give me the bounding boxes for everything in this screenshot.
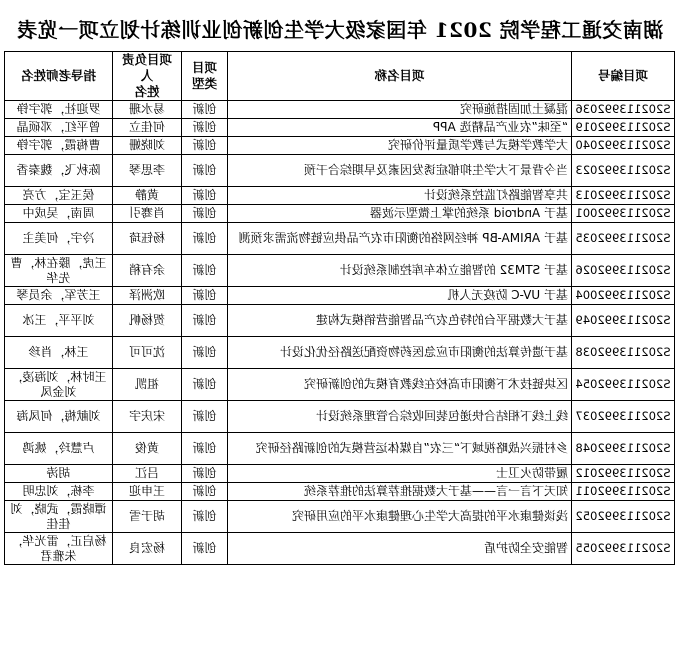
project-type-cell: 创新 [182,433,228,465]
project-leader-cell: 杨钰琦 [113,223,182,255]
project-name-cell: 线上线下相结合快递包装回收综合管理系统设计 [228,401,572,433]
project-type-cell: 创新 [182,155,228,187]
advisor-cell: 王林，肖珍 [5,337,113,369]
advisor-cell: 刘平平，王冰 [5,305,113,337]
table-row [5,205,675,223]
project-type-cell: 创新 [182,337,228,369]
project-type-cell: 创新 [182,205,228,223]
table-row [5,369,675,401]
project-name-cell: 智能安全防护盾 [228,533,572,565]
project-leader-cell: 杨宏良 [113,533,182,565]
project-type-cell: 创新 [182,287,228,305]
project-id-cell: S202113992037 [572,401,675,433]
project-type-cell: 创新 [182,369,228,401]
table-row [5,401,675,433]
project-leader-cell: 祖凯 [113,369,182,401]
header-advisor: 指导老师姓名 [5,52,113,101]
project-name-cell: 履带防火卫士 [228,465,572,483]
project-id-cell: S202113992001 [572,205,675,223]
project-name-cell: “至味”农业产品精选 APP [228,119,572,137]
header-project-leader: 项目负责人 姓名 [113,52,182,101]
project-id-cell: S202113992038 [572,337,675,369]
project-id-cell: S202113992035 [572,223,675,255]
header-project-name: 项目名称 [228,52,572,101]
project-id-cell: S202113992048 [572,433,675,465]
advisor-cell: 王时林，刘海凌，刘金凤 [5,369,113,401]
project-type-cell: 创新 [182,465,228,483]
project-leader-cell: 余有稍 [113,255,182,287]
project-name-cell: 区块链技术下衡阳市高校在线教育模式的创新研究 [228,369,572,401]
project-id-cell: S202113992026 [572,255,675,287]
advisor-cell: 陈秋飞，魏秦香 [5,155,113,187]
advisor-cell: 杨启正，雷光华，朱雅君 [5,533,113,565]
table-row [5,101,675,119]
project-leader-cell: 何佳立 [113,119,182,137]
project-type-cell: 创新 [182,223,228,255]
project-leader-cell: 李思琴 [113,155,182,187]
project-type-cell: 创新 [182,533,228,565]
project-name-cell: 乡村振兴战略视域下“三农”自媒体运营模式的创新路径研究 [228,433,572,465]
table-row [5,137,675,155]
advisor-cell: 王虎，滕在林，曹先华 [5,255,113,287]
project-id-cell: S202113992011 [572,483,675,501]
advisor-cell: 胡涛 [5,465,113,483]
project-name-cell: 基于大数据平台的特色农产品智能营销模式构建 [228,305,572,337]
project-leader-cell: 沈可可 [113,337,182,369]
project-table [4,51,675,565]
project-type-cell: 创新 [182,101,228,119]
project-id-cell: S202113992040 [572,137,675,155]
project-name-cell: 基于 Android 系统的掌上微型示波器 [228,205,572,223]
project-leader-cell: 王申迎 [113,483,182,501]
advisor-cell: 罗迎社，郭宇铮 [5,101,113,119]
table-row [5,187,675,205]
advisor-cell: 刘献梅，何凤海 [5,401,113,433]
project-type-cell: 创新 [182,119,228,137]
project-type-cell: 创新 [182,401,228,433]
project-type-cell: 创新 [182,255,228,287]
project-name-cell: 基于 STM32 的智能立体车库控制系统设计 [228,255,572,287]
project-id-cell: S202113992012 [572,465,675,483]
project-name-cell: 基于 UV-C 防疫无人机 [228,287,572,305]
project-id-cell: S202113992052 [572,501,675,533]
advisor-cell: 侯玉宝，方亮 [5,187,113,205]
project-name-cell: 基于 ARIMA-BP 神经网络的衡阳市农产品供应链物流需求预测 [228,223,572,255]
advisor-cell: 周南，吴成中 [5,205,113,223]
project-type-cell: 创新 [182,187,228,205]
document-title: 湖南交通工程学院 2021 年国家级大学生创新创业训练计划立项一览表 [16,18,664,42]
project-id-cell: S202113992019 [572,119,675,137]
project-name-cell: 混凝土加固措施研究 [228,101,572,119]
project-name-cell: 当今背景下大学生抑郁症诱发因素及早期综合干预 [228,155,572,187]
table-row [5,483,675,501]
project-name-cell: 浅谈健康水平的提高大学生心理健康水平的应用研究 [228,501,572,533]
advisor-cell: 冷宇，何美主 [5,223,113,255]
project-id-cell: S202113992004 [572,287,675,305]
project-name-cell: 大学教学模式与教学质量评价研究 [228,137,572,155]
project-id-cell: S202113992036 [572,101,675,119]
advisor-cell: 曹梅霞，郭宇铮 [5,137,113,155]
project-id-cell: S202113992023 [572,155,675,187]
project-type-cell: 创新 [182,501,228,533]
project-leader-cell: 吕江 [113,465,182,483]
project-id-cell: S202113992054 [572,369,675,401]
table-row [5,255,675,287]
project-leader-cell: 黄俊 [113,433,182,465]
table-row [5,119,675,137]
table-row [5,287,675,305]
project-name-cell: 共享智能路灯监控系统设计 [228,187,572,205]
table-row [5,223,675,255]
project-leader-cell: 黄静 [113,187,182,205]
advisor-cell: 李栋，刘忠明 [5,483,113,501]
project-leader-cell: 刘晓姗 [113,137,182,155]
project-type-cell: 创新 [182,305,228,337]
project-leader-cell: 欧洲泽 [113,287,182,305]
advisor-cell: 谭晓霞，武晓，刘佳佳 [5,501,113,533]
table-row [5,433,675,465]
project-id-cell: S202113992013 [572,187,675,205]
table-row [5,337,675,369]
project-name-cell: 基于遗传算法的衡阳市应急医药物资配送路径优化设计 [228,337,572,369]
table-row [5,533,675,565]
table-row [5,305,675,337]
header-project-type: 项目 类型 [182,52,228,101]
project-type-cell: 创新 [182,483,228,501]
project-leader-cell: 易水珊 [113,101,182,119]
project-name-cell: 知天下言一言——基于大数据推荐算法的推荐系统 [228,483,572,501]
table-header-row [5,52,675,101]
advisor-cell: 卢慧玲，姚鸿 [5,433,113,465]
project-leader-cell: 肖骞引 [113,205,182,223]
table-body [5,101,675,565]
project-id-cell: S202113992049 [572,305,675,337]
advisor-cell: 王芳军，余员琴 [5,287,113,305]
table-row [5,465,675,483]
project-id-cell: S202113992055 [572,533,675,565]
project-leader-cell: 贺杨帆 [113,305,182,337]
table-row [5,155,675,187]
advisor-cell: 曾平红，邓硕晶 [5,119,113,137]
project-type-cell: 创新 [182,137,228,155]
table-row [5,501,675,533]
project-leader-cell: 胡于雪 [113,501,182,533]
project-leader-cell: 宋庆宇 [113,401,182,433]
header-project-id: 项目编号 [572,52,675,101]
